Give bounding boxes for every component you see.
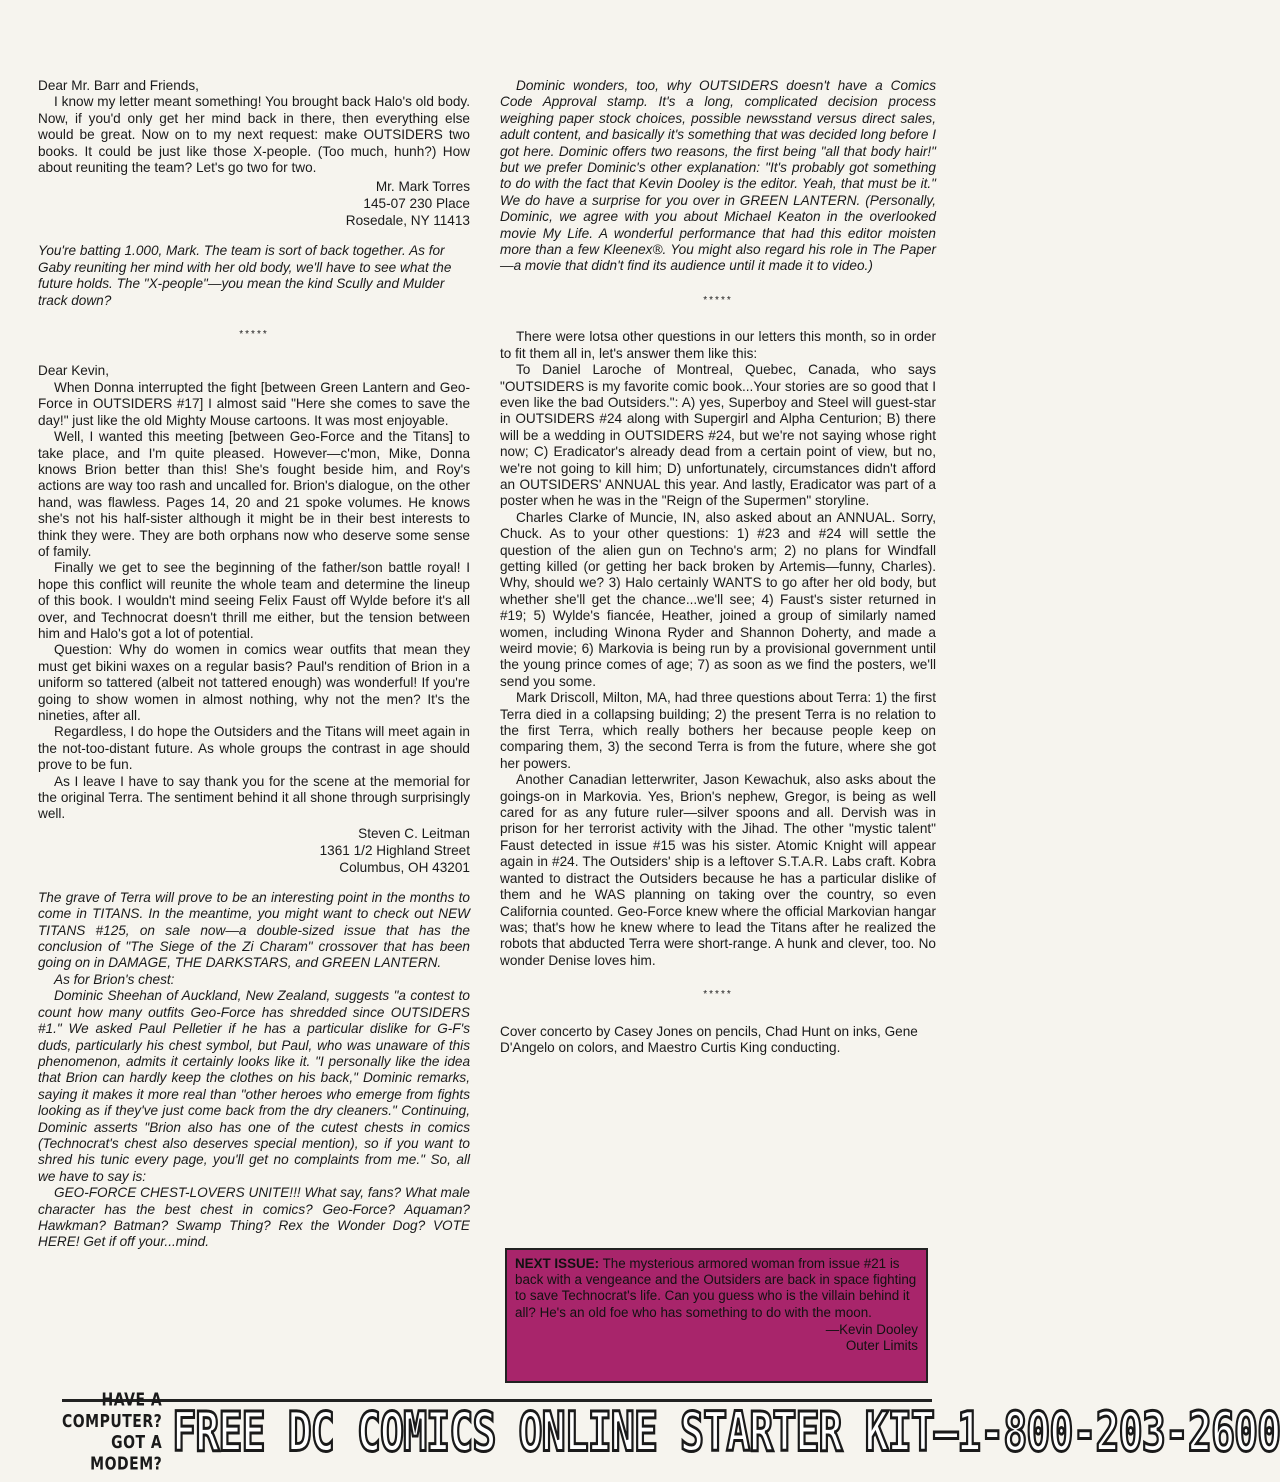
letter2-reply-paragraph: Dominic Sheehan of Auckland, New Zealand, suggests "a contest to count how many outfits Geo-Force has shredded since OUTSIDERS #1." We asked Paul Pelletier if he has a particular dislike for G-F's duds, particularly his chest symbol, but Paul, who was unaware of this phenomenon, admits it certainly looks like it. "I personally like the idea that Brion can hardly keep the clothes on his back," Dominic remarks, saying it makes it more real than "other heroes who emerge from fights looking as if they've just come back from the dry cleaners." Continuing, Dominic asserts "Brion also has one of the cutest chests in comics (Technocrat's chest also deserves special mention), so if you want to shred his tunic every page, you'll get no complaints from me." So, all we have to say is: xyxy=(38,988,470,1184)
qa-paragraph: Mark Driscoll, Milton, MA, had three questions about Terra: 1) the first Terra died in a collapsing building; 2) the present Terra is no relation to the first Terra, which really bothers her because people keep on comparing them, 3) the second Terra is from the future, where she got her powers. xyxy=(500,690,936,771)
separator-stars: ***** xyxy=(703,989,733,1001)
right-column xyxy=(500,78,936,1056)
online-kit-banner xyxy=(62,1390,1280,1475)
banner-big-text: FREE DC COMICS ONLINE STARTER KIT—1-800-203-2600 xyxy=(172,1401,1280,1465)
letter1-sig-addr1: 145-07 230 Place xyxy=(363,196,470,212)
next-issue-sig-name: —Kevin Dooley xyxy=(825,1321,918,1337)
letter1-body: I know my letter meant something! You brought back Halo's old body. Now, if you'd only get her mind back in there, then everything else would be great. Now on to my next request: make OUTSIDERS two books. It could be just like those X-people. (Too much, hunh?) How about reuniting the team? Let's go two for two. xyxy=(38,94,470,176)
letter2-signature xyxy=(38,825,470,876)
letter2-salutation: Dear Kevin, xyxy=(38,363,110,379)
letter2-paragraph: Question: Why do women in comics wear outfits that mean they must get bikini waxes on a regular basis? Paul's rendition of Brion in a uniform so tattered (albeit not tattered enough) was wonderful! If you're going to show women in almost nothing, why not the men? It's the nineties, after all. xyxy=(38,642,470,723)
next-issue-sig-title: Outer Limits xyxy=(845,1337,918,1353)
letter2-reply-paragraph: GEO-FORCE CHEST-LOVERS UNITE!!! What say, fans? What male character has the best chest in comics? Geo-Force? Aquaman? Hawkman? Batman? Swamp Thing? Rex the Wonder Dog? VOTE HERE! Get if off your...mind. xyxy=(38,1185,470,1250)
qa-paragraph: There were lotsa other questions in our letters this month, so in order to fit them all in, let's answer them like this: xyxy=(500,329,936,361)
next-issue-signature xyxy=(515,1322,918,1354)
letter2-sig-addr1: 1361 1/2 Highland Street xyxy=(319,842,470,858)
letter1-salutation: Dear Mr. Barr and Friends, xyxy=(38,78,199,93)
letter2-reply xyxy=(38,890,470,1251)
cover-credits: Cover concerto by Casey Jones on pencils, Chad Hunt on inks, Gene D'Angelo on colors, and Maestro Curtis King conducting. xyxy=(500,1023,918,1055)
qa-paragraph: Charles Clarke of Muncie, IN, also asked about an ANNUAL. Sorry, Chuck. As to your other questions: 1) #23 and #24 will settle the question of the alien gun on Techno's arm; 2) no plans for Windfall getting killed (or getting her back broken by Artemis—funny, Charles). Why, should we? 3) Halo certainly WANTS to go after her old body, but whether she'll get the chance...we'll see; 4) Faust's sister returned in #19; 5) Wylde's fiancée, Heather, joined a group of similarly named women, including Winona Ryder and Shannon Doherty, and made a weird movie; 6) Markovia is being run by a provisional government until the young prince comes of age; 7) as soon as we find the posters, we'll send you some. xyxy=(500,509,936,689)
qa-paragraph: Another Canadian letterwriter, Jason Kewachuk, also asks about the goings-on in Markovia. Yes, Brion's nephew, Gregor, is being as well cared for as any future ruler—silver spoons and all. Dervish was in prison for her terrorist activity with the Jihad. The other "mystic talent" Faust detected in issue #15 was his sister. Atomic Knight will appear again in #24. The Outsiders' ship is a leftover S.T.A.R. Labs craft. Kobra wanted to distract the Outsiders because he has a particular dislike of them and he WAS planning on taking over the country, so even California counted. Geo-Force knew where the official Markovian hangar was; that's how he knew where to lead the Titans after he realized the robots that abducted Terra were short-range. A hunk and clever, too. No wonder Denise loves him. xyxy=(500,772,936,968)
next-issue-box xyxy=(505,1248,928,1383)
letter1-signature xyxy=(38,178,470,229)
letter2-paragraph: Regardless, I do hope the Outsiders and the Titans will meet again in the not-too-distant future. As whole groups the contrast in age should prove to be fun. xyxy=(38,724,470,773)
letter1-sig-name: Mr. Mark Torres xyxy=(375,179,470,195)
letter1-reply-text: You're batting 1.000, Mark. The team is sort of back together. As for Gaby reuniting her mind with her old body, we'll have to see what the future holds. The "X-people"—you mean the kind Scully and Mulder track down? xyxy=(38,243,452,308)
left-column xyxy=(38,78,470,1251)
letter2-reply-paragraph: The grave of Terra will prove to be an interesting point in the months to come in TITANS. In the meantime, you might want to check out NEW TITANS #125, on sale now—a double-sized issue that has the conclusion of "The Siege of the Zi Charam" crossover that has been going on in DAMAGE, THE DARKSTARS, and GREEN LANTERN. xyxy=(38,889,470,971)
banner-small-line1: HAVE A COMPUTER? xyxy=(62,1390,163,1432)
letter1-sig-addr2: Rosedale, NY 11413 xyxy=(345,213,470,229)
letter2-paragraph: Well, I wanted this meeting [between Geo-Force and the Titans] to take place, and I'm quite pleased. However—c'mon, Mike, Donna knows Brion better than this! She's fought beside him, and Roy's actions are way too rash and uncalled for. Brion's dialogue, on the other hand, was flawless. Pages 14, 20 and 21 spoke volumes. He knows she's not his half-sister although it might be in their best interests to think they were. They are both orphans now who deserve some sense of family. xyxy=(38,429,470,559)
editor-reply-top: Dominic wonders, too, why OUTSIDERS doesn't have a Comics Code Approval stamp. It's a long, complicated decision process weighing paper stock choices, possible newsstand versus direct sales, adult content, and basically it's something that was decided long before I got here. Dominic offers two reasons, the first being "all that body hair!" but we prefer Dominic's other explanation: "It's probably got something to do with the fact that Kevin Dooley is the editor. Yeah, that must be it." We do have a surprise for you over in GREEN LANTERN. (Personally, Dominic, we agree with you about Michael Keaton in the overlooked movie My Life. A wonderful performance that had this editor moisten more than a few Kleenex®. You might also regard his role in The Paper—a movie that didn't find its audience until it made it to video.) xyxy=(500,78,936,274)
letter1-reply xyxy=(38,243,470,309)
banner-small-text xyxy=(62,1391,162,1476)
next-issue-label: NEXT ISSUE: xyxy=(515,1256,600,1271)
separator-stars: ***** xyxy=(703,294,733,306)
separator-stars: ***** xyxy=(239,329,269,341)
letter2-paragraph: When Donna interrupted the fight [between Green Lantern and Geo-Force in OUTSIDERS #17] I almost said "Here she comes to save the day!" just like the old Mighty Mouse cartoons. It was most enjoyable. xyxy=(38,379,470,428)
letter2-paragraph: As I leave I have to say thank you for the scene at the memorial for the original Terra. The sentiment behind it all shone through surprisingly well. xyxy=(38,773,470,822)
letter2-reply-paragraph: As for Brion's chest: xyxy=(54,971,175,987)
letter2-paragraph: Finally we get to see the beginning of the father/son battle royal! I hope this conflict will reunite the whole team and determine the lineup of this book. I wouldn't mind seeing Felix Faust off Wylde before it's all over, and Technocrat doesn't thrill me either, but the tension between him and Halo's got a lot of potential. xyxy=(38,560,470,641)
qa-paragraph: To Daniel Laroche of Montreal, Quebec, Canada, who says "OUTSIDERS is my favorite comic book...Your stories are so good that I even like the bad Outsiders.": A) yes, Superboy and Steel will guest-star in OUTSIDERS #24 along with Supergirl and Alpha Centurion; B) there will be a wedding in OUTSIDERS #24, but we're not saying whose right now; C) Eradicator's already dead from a certain point of view, but no, we're not going to kill him; D) unfortunately, circumstances didn't afford an OUTSIDERS' ANNUAL this year. And lastly, Eradicator was part of a poster when he was in the "Reign of the Supermen" storyline. xyxy=(500,362,936,509)
letter2-sig-name: Steven C. Leitman xyxy=(358,825,470,841)
banner-small-line2: GOT A MODEM? xyxy=(90,1433,163,1475)
next-issue-text: The mysterious armored woman from issue #21 is back with a vengeance and the Outsiders are back in space fighting to save Technocrat's life. Can you guess who is the villain behind it all? He's an old foe who has something to do with the moon. xyxy=(515,1256,917,1320)
letter2-sig-addr2: Columbus, OH 43201 xyxy=(339,859,470,875)
